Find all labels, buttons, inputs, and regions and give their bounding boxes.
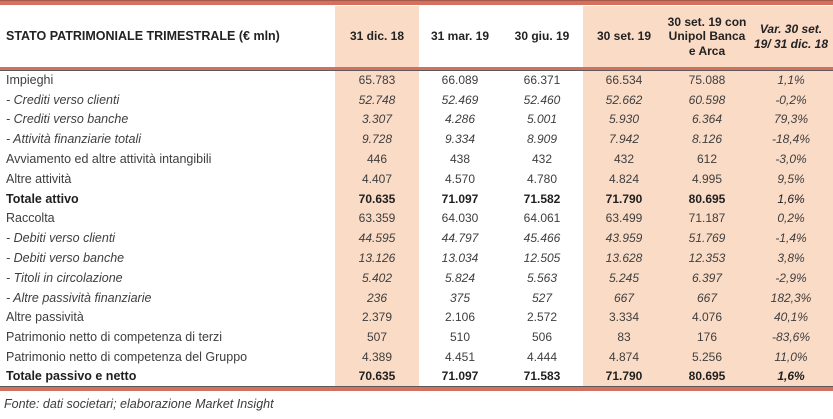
row-label: Impieghi: [0, 70, 335, 90]
column-header-31-dic-18: 31 dic. 18: [335, 6, 419, 70]
cell-variation: 1,6%: [749, 189, 833, 209]
cell-value: 52.469: [441, 92, 479, 107]
row-label: Totale passivo e netto: [0, 367, 335, 387]
cell-variation: 11,0%: [749, 347, 833, 367]
column-header-30-giu-19: 30 giu. 19: [501, 6, 583, 70]
cell-value: 9.728: [335, 129, 419, 149]
header-row: [0, 6, 833, 70]
cell-variation: 1,1%: [749, 70, 833, 90]
table-row: [0, 90, 833, 110]
cell-value: 52.662: [583, 90, 665, 110]
cell-value: 612: [665, 149, 749, 169]
cell-value: 506: [531, 330, 553, 345]
column-header-unipol: 30 set. 19 con Unipol Banca e Arca: [665, 6, 749, 70]
row-label: - Crediti verso banche: [6, 112, 129, 127]
cell-value: 66.371: [501, 70, 583, 90]
row-label: - Debiti verso clienti: [6, 231, 116, 246]
cell-value: 71.187: [665, 209, 749, 229]
cell-variation: -0,2%: [749, 90, 833, 110]
cell-value: 236: [335, 288, 419, 308]
cell-value: 66.089: [419, 70, 501, 90]
cell-variation: -83,6%: [749, 327, 833, 347]
table-row: [0, 248, 833, 268]
cell-value: 4.407: [335, 169, 419, 189]
cell-value: 6.397: [665, 268, 749, 288]
row-label: - Debiti verso banche: [6, 251, 125, 266]
cell-value: 432: [583, 149, 665, 169]
row-label: - Attività finanziarie totali: [6, 132, 142, 147]
table-row: [0, 129, 833, 149]
balance-sheet-table: [0, 6, 833, 387]
cell-value: 75.088: [665, 70, 749, 90]
cell-value: 5.001: [526, 112, 558, 127]
cell-value: 80.695: [665, 367, 749, 387]
row-label: Altre attività: [6, 171, 72, 186]
table-row: [0, 149, 833, 169]
cell-value: 2.379: [335, 308, 419, 328]
cell-variation: 79,3%: [749, 110, 833, 130]
table-row: [0, 70, 833, 90]
cell-value: 4.451: [444, 350, 476, 365]
source-note: Fonte: dati societari; elaborazione Market Insight: [4, 396, 274, 411]
cell-variation: -18,4%: [749, 129, 833, 149]
table-row: [0, 228, 833, 248]
table-row: [0, 327, 833, 347]
cell-value: 12.505: [523, 251, 561, 266]
cell-value: 507: [335, 327, 419, 347]
cell-value: 8.126: [665, 129, 749, 149]
cell-value: 667: [665, 288, 749, 308]
cell-value: 4.286: [444, 112, 476, 127]
cell-variation: -2,9%: [749, 268, 833, 288]
cell-value: 4.874: [583, 347, 665, 367]
table-title: STATO PATRIMONIALE TRIMESTRALE (€ mln): [0, 6, 335, 70]
cell-value: 71.097: [419, 367, 501, 387]
table-row: [0, 110, 833, 130]
cell-value: 71.097: [441, 191, 479, 206]
row-label: Altre passività: [6, 310, 84, 325]
cell-value: 4.995: [665, 169, 749, 189]
row-label: Avviamento ed altre attività intangibili: [6, 152, 212, 167]
cell-variation: 3,8%: [749, 248, 833, 268]
cell-value: 5.256: [665, 347, 749, 367]
cell-value: 13.034: [441, 251, 479, 266]
cell-value: 3.334: [583, 308, 665, 328]
cell-value: 4.076: [665, 308, 749, 328]
cell-value: 5.563: [526, 270, 558, 285]
cell-value: 4.780: [526, 171, 558, 186]
row-label: - Crediti verso clienti: [6, 92, 120, 107]
cell-value: 70.635: [335, 367, 419, 387]
cell-value: 9.334: [444, 132, 476, 147]
cell-value: 510: [449, 330, 471, 345]
cell-value: 71.790: [583, 189, 665, 209]
cell-value: 51.769: [665, 228, 749, 248]
table-top-rule: [0, 0, 833, 5]
cell-value: 64.030: [441, 211, 479, 226]
table-row-total-passivo: [0, 367, 833, 387]
row-label: Patrimonio netto di competenza di terzi: [6, 330, 223, 345]
cell-value: 45.466: [523, 231, 561, 246]
table-row: [0, 347, 833, 367]
table-row-total-attivo: [0, 189, 833, 209]
cell-value: 65.783: [335, 70, 419, 90]
cell-value: 8.909: [526, 132, 558, 147]
cell-value: 52.460: [523, 92, 561, 107]
table-row: [0, 308, 833, 328]
cell-value: 43.959: [583, 228, 665, 248]
cell-variation: 9,5%: [749, 169, 833, 189]
column-header-30-set-19: 30 set. 19: [583, 6, 665, 70]
cell-value: 66.534: [583, 70, 665, 90]
column-header-31-mar-19: 31 mar. 19: [419, 6, 501, 70]
cell-value: 176: [665, 327, 749, 347]
cell-value: 5.402: [335, 268, 419, 288]
cell-variation: 1,6%: [749, 367, 833, 387]
cell-value: 13.628: [583, 248, 665, 268]
cell-value: 7.942: [583, 129, 665, 149]
row-label: - Titoli in circolazione: [6, 270, 123, 285]
cell-value: 71.582: [523, 191, 561, 206]
cell-value: 4.824: [583, 169, 665, 189]
cell-value: 44.595: [335, 228, 419, 248]
cell-value: 71.790: [583, 367, 665, 387]
cell-value: 5.245: [583, 268, 665, 288]
cell-value: 80.695: [665, 189, 749, 209]
cell-value: 3.307: [335, 110, 419, 130]
cell-value: 83: [583, 327, 665, 347]
row-label: Raccolta: [6, 211, 55, 226]
cell-value: 2.106: [444, 310, 476, 325]
table-row: [0, 268, 833, 288]
cell-value: 2.572: [526, 310, 558, 325]
table-row: [0, 169, 833, 189]
cell-value: 438: [449, 152, 471, 167]
cell-value: 4.444: [526, 350, 558, 365]
cell-value: 375: [449, 290, 471, 305]
cell-value: 60.598: [665, 90, 749, 110]
row-label: Totale attivo: [6, 191, 79, 206]
cell-variation: 40,1%: [749, 308, 833, 328]
cell-value: 63.359: [335, 209, 419, 229]
row-label: Patrimonio netto di competenza del Gruppo: [6, 350, 248, 365]
cell-value: 12.353: [665, 248, 749, 268]
cell-value: 446: [335, 149, 419, 169]
cell-variation: 182,3%: [749, 288, 833, 308]
cell-variation: -1,4%: [749, 228, 833, 248]
cell-value: 44.797: [441, 231, 479, 246]
cell-value: 5.824: [444, 270, 476, 285]
column-header-var: Var. 30 set. 19/ 31 dic. 18: [749, 6, 833, 70]
cell-value: 64.061: [523, 211, 561, 226]
table-row: [0, 209, 833, 229]
cell-value: 52.748: [335, 90, 419, 110]
cell-value: 667: [583, 288, 665, 308]
cell-value: 70.635: [335, 189, 419, 209]
cell-value: 71.583: [501, 367, 583, 387]
cell-variation: 0,2%: [749, 209, 833, 229]
table-row: [0, 288, 833, 308]
cell-value: 5.930: [583, 110, 665, 130]
cell-variation: -3,0%: [749, 149, 833, 169]
cell-value: 4.570: [444, 171, 476, 186]
cell-value: 63.499: [583, 209, 665, 229]
row-label: - Altre passività finanziarie: [6, 290, 152, 305]
cell-value: 4.389: [335, 347, 419, 367]
cell-value: 6.364: [665, 110, 749, 130]
cell-value: 527: [531, 290, 553, 305]
cell-value: 13.126: [335, 248, 419, 268]
cell-value: 432: [531, 152, 553, 167]
